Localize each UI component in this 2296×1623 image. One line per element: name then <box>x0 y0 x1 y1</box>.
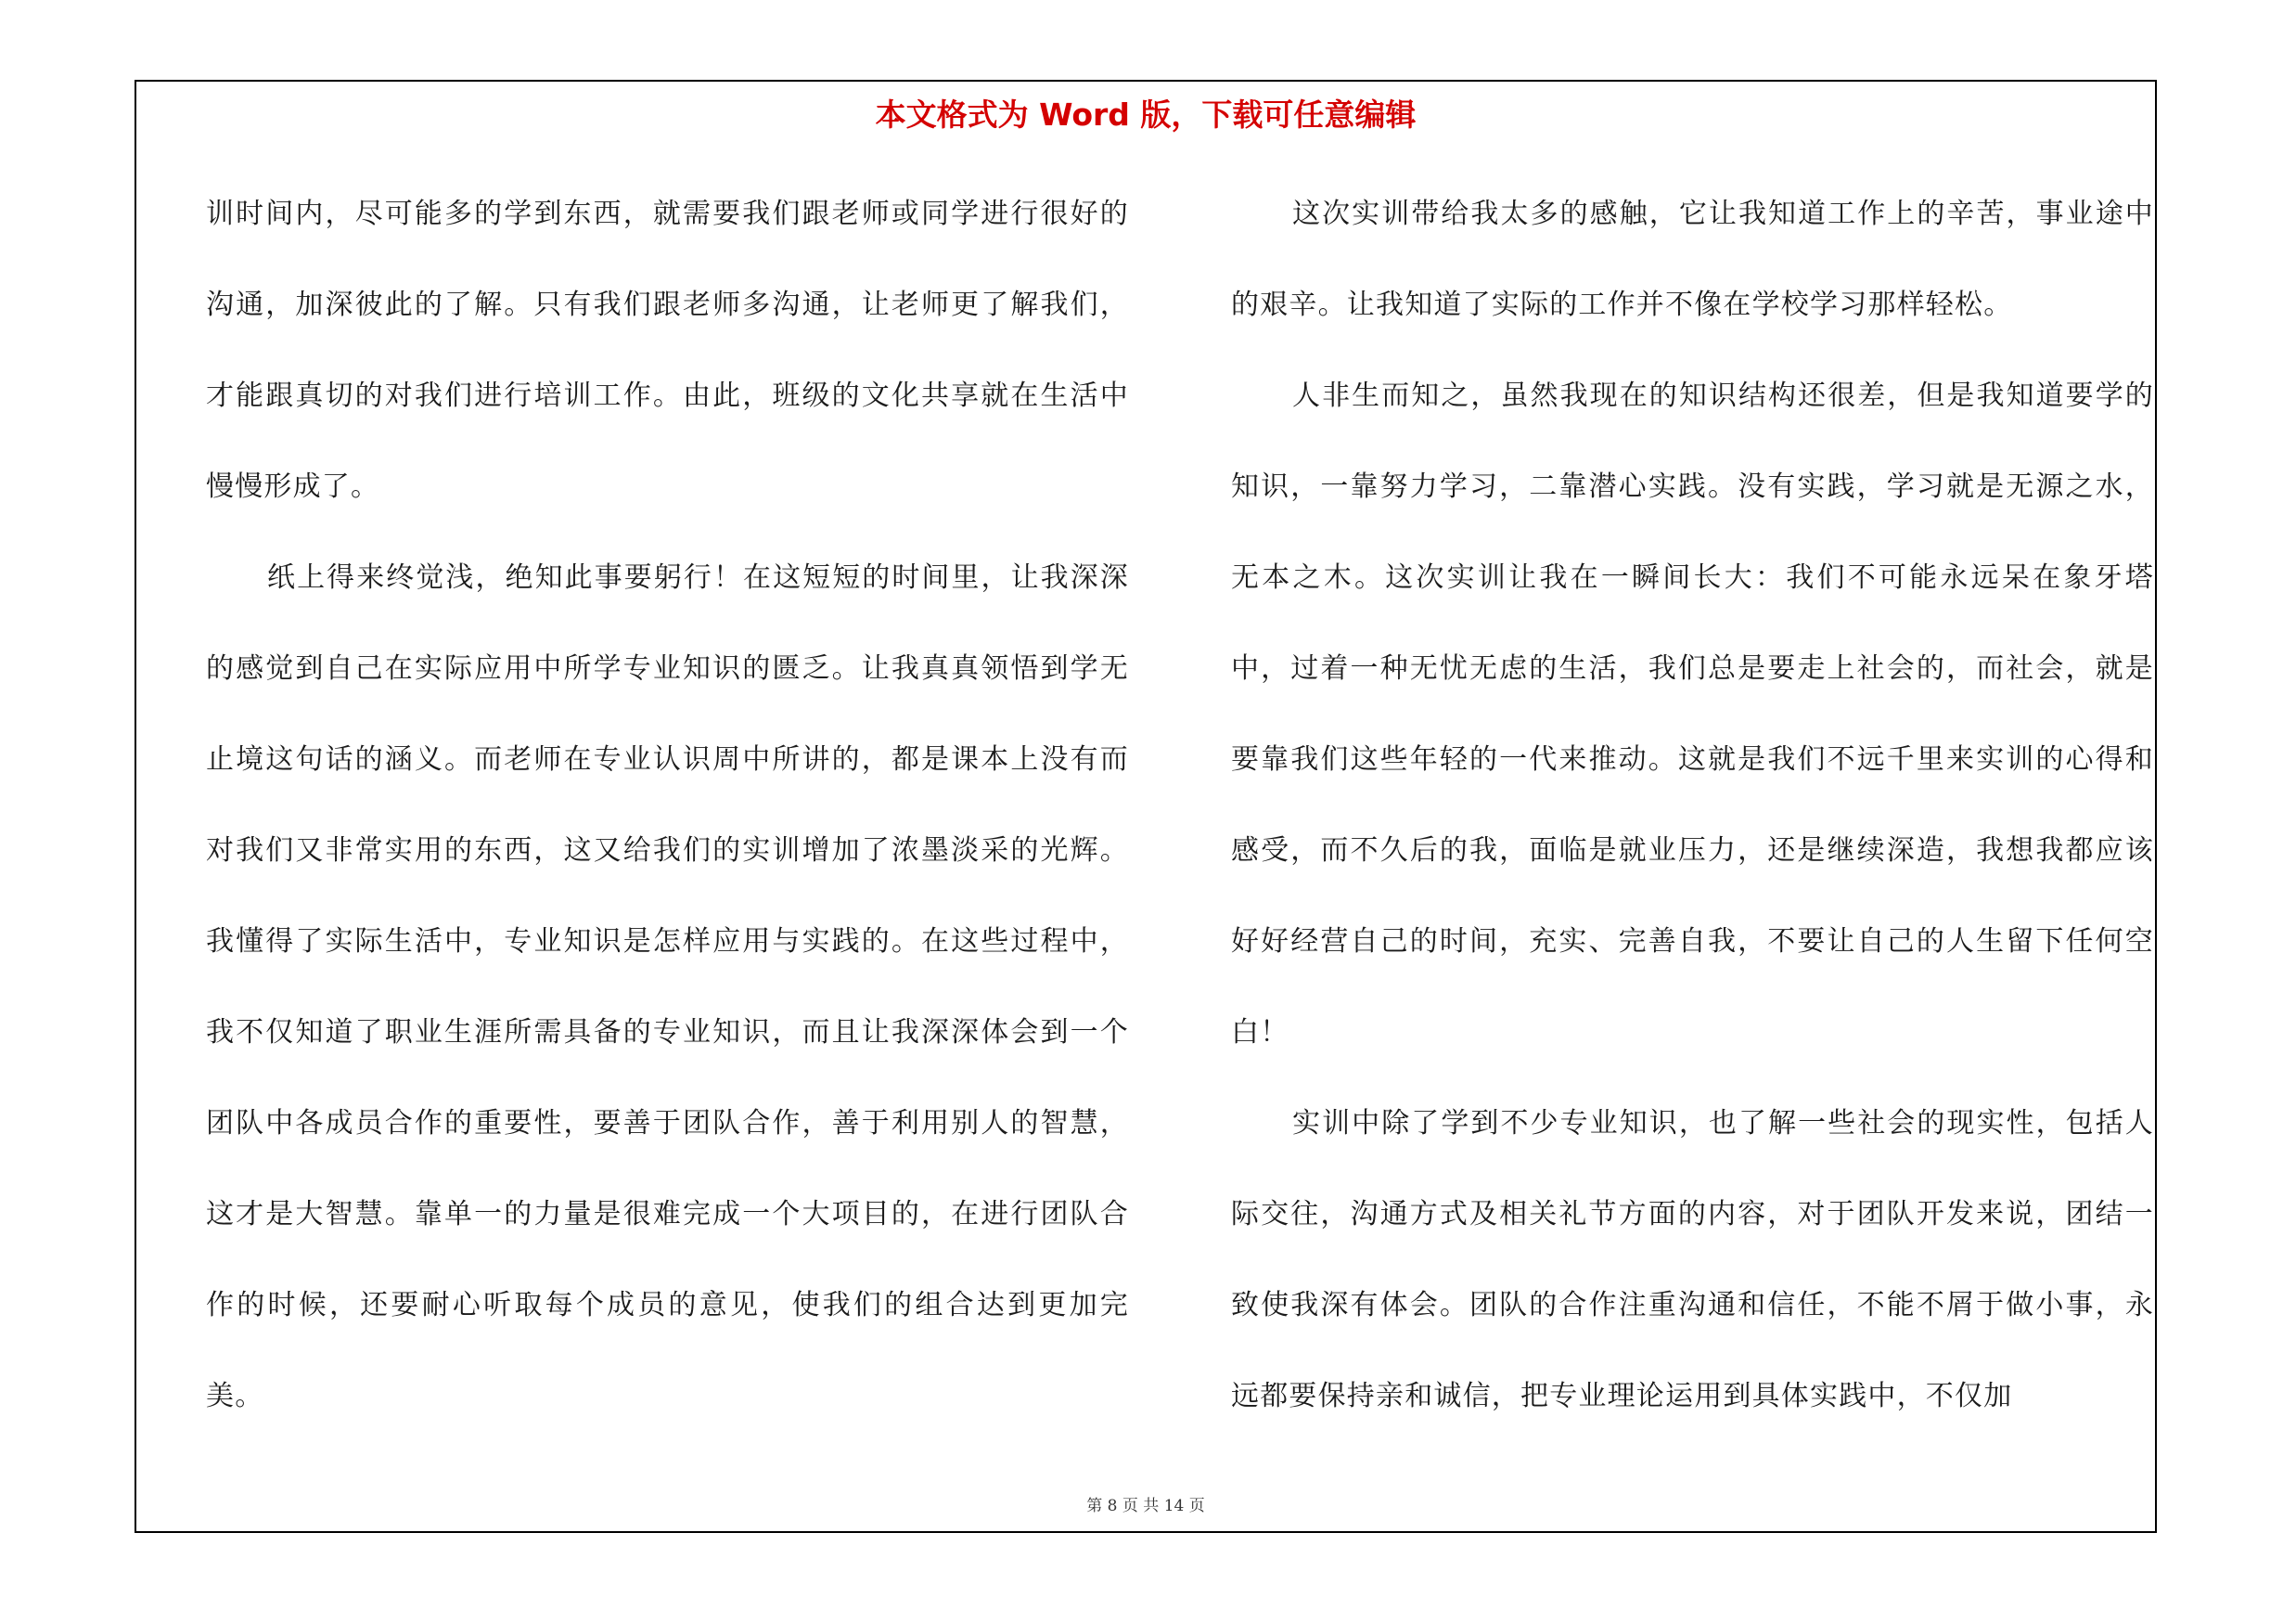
page-frame <box>135 80 2157 1533</box>
left-column <box>206 169 1129 1442</box>
page-number-footer: 第 8 页 共 14 页 <box>1086 1497 1205 1515</box>
paragraph: 人非生而知之，虽然我现在的知识结构还很差，但是我知道要学的知识，一靠努力学习，二靠潜心实践。没有实践，学习就是无源之水，无本之木。这次实训让我在一瞬间长大：我们不可能永远呆在象牙塔中，过着一种无忧无虑的生活，我们总是要走上社会的，而社会，就是要靠我们这些年轻的一代来推动。这就是我们不远千里来实训的心得和感受，而不久后的我，面临是就业压力，还是继续深造，我想我都应该好好经营自己的时间，充实、完善自我，不要让自己的人生留下任何空白！ <box>1231 380 2154 1049</box>
paragraph: 纸上得来终觉浅，绝知此事要躬行！在这短短的时间里，让我深深的感觉到自己在实际应用中所学专业知识的匮乏。让我真真领悟到学无止境这句话的涵义。而老师在专业认识周中所讲的，都是课本上没有而对我们又非常实用的东西，这又给我们的实训增加了浓墨淡采的光辉。我懂得了实际生活中，专业知识是怎样应用与实践的。在这些过程中，我不仅知道了职业生涯所需具备的专业知识，而且让我深深体会到一个团队中各成员合作的重要性，要善于团队合作，善于利用别人的智慧，这才是大智慧。靠单一的力量是很难完成一个大项目的，在进行团队合作的时候，还要耐心听取每个成员的意见，使我们的组合达到更加完美。 <box>206 561 1129 1412</box>
paragraph: 训时间内，尽可能多的学到东西，就需要我们跟老师或同学进行很好的沟通，加深彼此的了解。只有我们跟老师多沟通，让老师更了解我们，才能跟真切的对我们进行培训工作。由此，班级的文化共享就在生活中慢慢形成了。 <box>206 198 1129 503</box>
right-column <box>1231 169 2154 1442</box>
paragraph: 这次实训带给我太多的感触，它让我知道工作上的辛苦，事业途中的艰辛。让我知道了实际的工作并不像在学校学习那样轻松。 <box>1231 198 2154 321</box>
paragraph: 实训中除了学到不少专业知识，也了解一些社会的现实性，包括人际交往，沟通方式及相关礼节方面的内容，对于团队开发来说，团结一致使我深有体会。团队的合作注重沟通和信任，不能不屑于做小事，永远都要保持亲和诚信，把专业理论运用到具体实践中，不仅加 <box>1231 1107 2154 1412</box>
editable-word-banner: 本文格式为 Word 版，下载可任意编辑 <box>875 97 1417 133</box>
